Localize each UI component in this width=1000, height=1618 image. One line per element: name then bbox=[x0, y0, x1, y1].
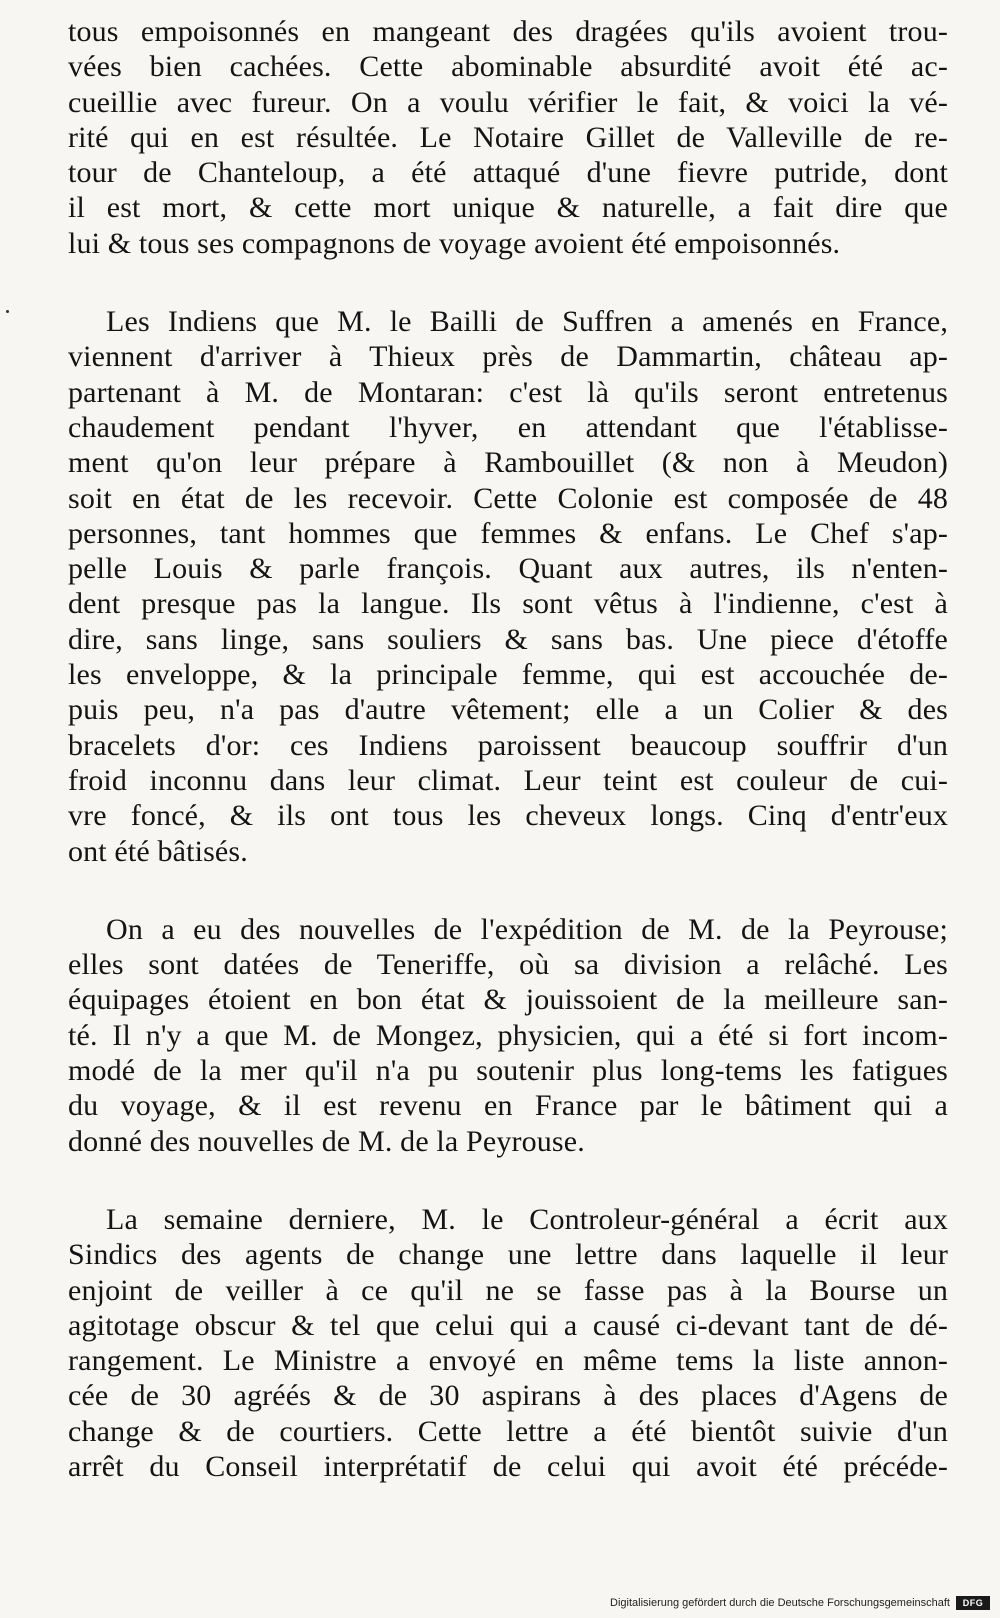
text-line: cueillie avec fureur. On a voulu vérifier le fait, & voici la vé- bbox=[68, 85, 948, 119]
paragraph-poisoning-rumour bbox=[68, 14, 948, 261]
text-line: tour de Chanteloup, a été attaqué d'une fievre putride, dont bbox=[68, 156, 948, 190]
paragraph-gap bbox=[68, 1159, 948, 1202]
text-line: tous empoisonnés en mangeant des dragées qu'ils avoient trou- bbox=[68, 15, 948, 48]
text-line: viennent d'arriver à Thieux près de Dammartin, château ap- bbox=[68, 340, 948, 374]
paragraph-exchange-agents bbox=[68, 1202, 948, 1484]
footer-credit: Digitalisierung gefördert durch die Deutsche Forschungsgemeinschaft bbox=[610, 1597, 950, 1609]
text-line: Les Indiens que M. le Bailli de Suffren a amenés en France, bbox=[106, 305, 948, 339]
dfg-logo-icon: DFG bbox=[956, 1596, 990, 1610]
text-line: partenant à M. de Montaran: c'est là qu'ils seront entretenus bbox=[68, 375, 948, 409]
text-line: enjoint de veiller à ce qu'il ne se fasse pas à la Bourse un bbox=[68, 1273, 948, 1307]
text-line: soit en état de les recevoir. Cette Colonie est composée de 48 bbox=[68, 481, 948, 515]
text-line: change & de courtiers. Cette lettre a été bientôt suivie d'un bbox=[68, 1414, 948, 1448]
text-line: dire, sans linge, sans souliers & sans bas. Une piece d'étoffe bbox=[68, 622, 948, 656]
text-line: il est mort, & cette mort unique & naturelle, a fait dire que bbox=[68, 191, 948, 225]
paragraph-gap bbox=[68, 261, 948, 304]
paragraph-peyrouse-expedition bbox=[68, 912, 948, 1159]
text-line: rité qui en est résultée. Le Notaire Gillet de Valleville de re- bbox=[68, 120, 948, 154]
text-line: arrêt du Conseil interprétatif de celui qui avoit été précéde- bbox=[68, 1449, 948, 1483]
text-line: rangement. Le Ministre a envoyé en même tems la liste annon- bbox=[68, 1344, 948, 1378]
paragraph-indians bbox=[68, 304, 948, 869]
text-line: lui & tous ses compagnons de voyage avoient été empoisonnés. bbox=[68, 226, 841, 260]
text-line: Sindics des agents de change une lettre dans laquelle il leur bbox=[68, 1238, 948, 1272]
text-line: dent presque pas la langue. Ils sont vêtus à l'indienne, c'est à bbox=[68, 587, 948, 621]
text-line: froid inconnu dans leur climat. Leur teint est couleur de cui- bbox=[68, 763, 948, 797]
text-line: pelle Louis & parle françois. Quant aux autres, ils n'enten- bbox=[68, 552, 948, 586]
text-line: vées bien cachées. Cette abominable absurdité avoit été ac- bbox=[68, 50, 948, 84]
text-line: ment qu'on leur prépare à Rambouillet (& non à Meudon) bbox=[68, 446, 948, 480]
paragraph-gap bbox=[68, 869, 948, 912]
text-line: bracelets d'or: ces Indiens paroissent beaucoup souffrir d'un bbox=[68, 728, 948, 762]
text-line: agitotage obscur & tel que celui qui a causé ci-devant tant de dé- bbox=[68, 1308, 948, 1342]
margin-speck bbox=[6, 310, 9, 313]
text-line: elles sont datées de Teneriffe, où sa division a relâché. Les bbox=[68, 948, 948, 982]
text-line: personnes, tant hommes que femmes & enfans. Le Chef s'ap- bbox=[68, 516, 948, 550]
text-line: donné des nouvelles de M. de la Peyrouse. bbox=[68, 1124, 585, 1158]
text-line: chaudement pendant l'hyver, en attendant que l'établisse- bbox=[68, 410, 948, 444]
text-line: La semaine derniere, M. le Controleur-général a écrit aux bbox=[106, 1202, 948, 1236]
text-line: les enveloppe, & la principale femme, qui est accouchée de- bbox=[68, 658, 948, 692]
text-line: équipages étoient en bon état & jouissoient de la meilleure san- bbox=[68, 983, 948, 1017]
body-text bbox=[68, 14, 948, 1574]
text-line: On a eu des nouvelles de l'expédition de M. de la Peyrouse; bbox=[106, 912, 948, 946]
text-line: modé de la mer qu'il n'a pu soutenir plus long-tems les fatigues bbox=[68, 1054, 948, 1088]
text-line: vre foncé, & ils ont tous les cheveux longs. Cinq d'entr'eux bbox=[68, 799, 948, 833]
digitization-footer bbox=[610, 1594, 990, 1612]
text-line: té. Il n'y a que M. de Mongez, physicien, qui a été si fort incom- bbox=[68, 1018, 948, 1052]
text-line: puis peu, n'a pas d'autre vêtement; elle a un Colier & des bbox=[68, 693, 948, 727]
text-line: du voyage, & il est revenu en France par le bâtiment qui a bbox=[68, 1089, 948, 1123]
text-line: cée de 30 agréés & de 30 aspirans à des places d'Agens de bbox=[68, 1379, 948, 1413]
text-line: ont été bâtisés. bbox=[68, 834, 248, 868]
